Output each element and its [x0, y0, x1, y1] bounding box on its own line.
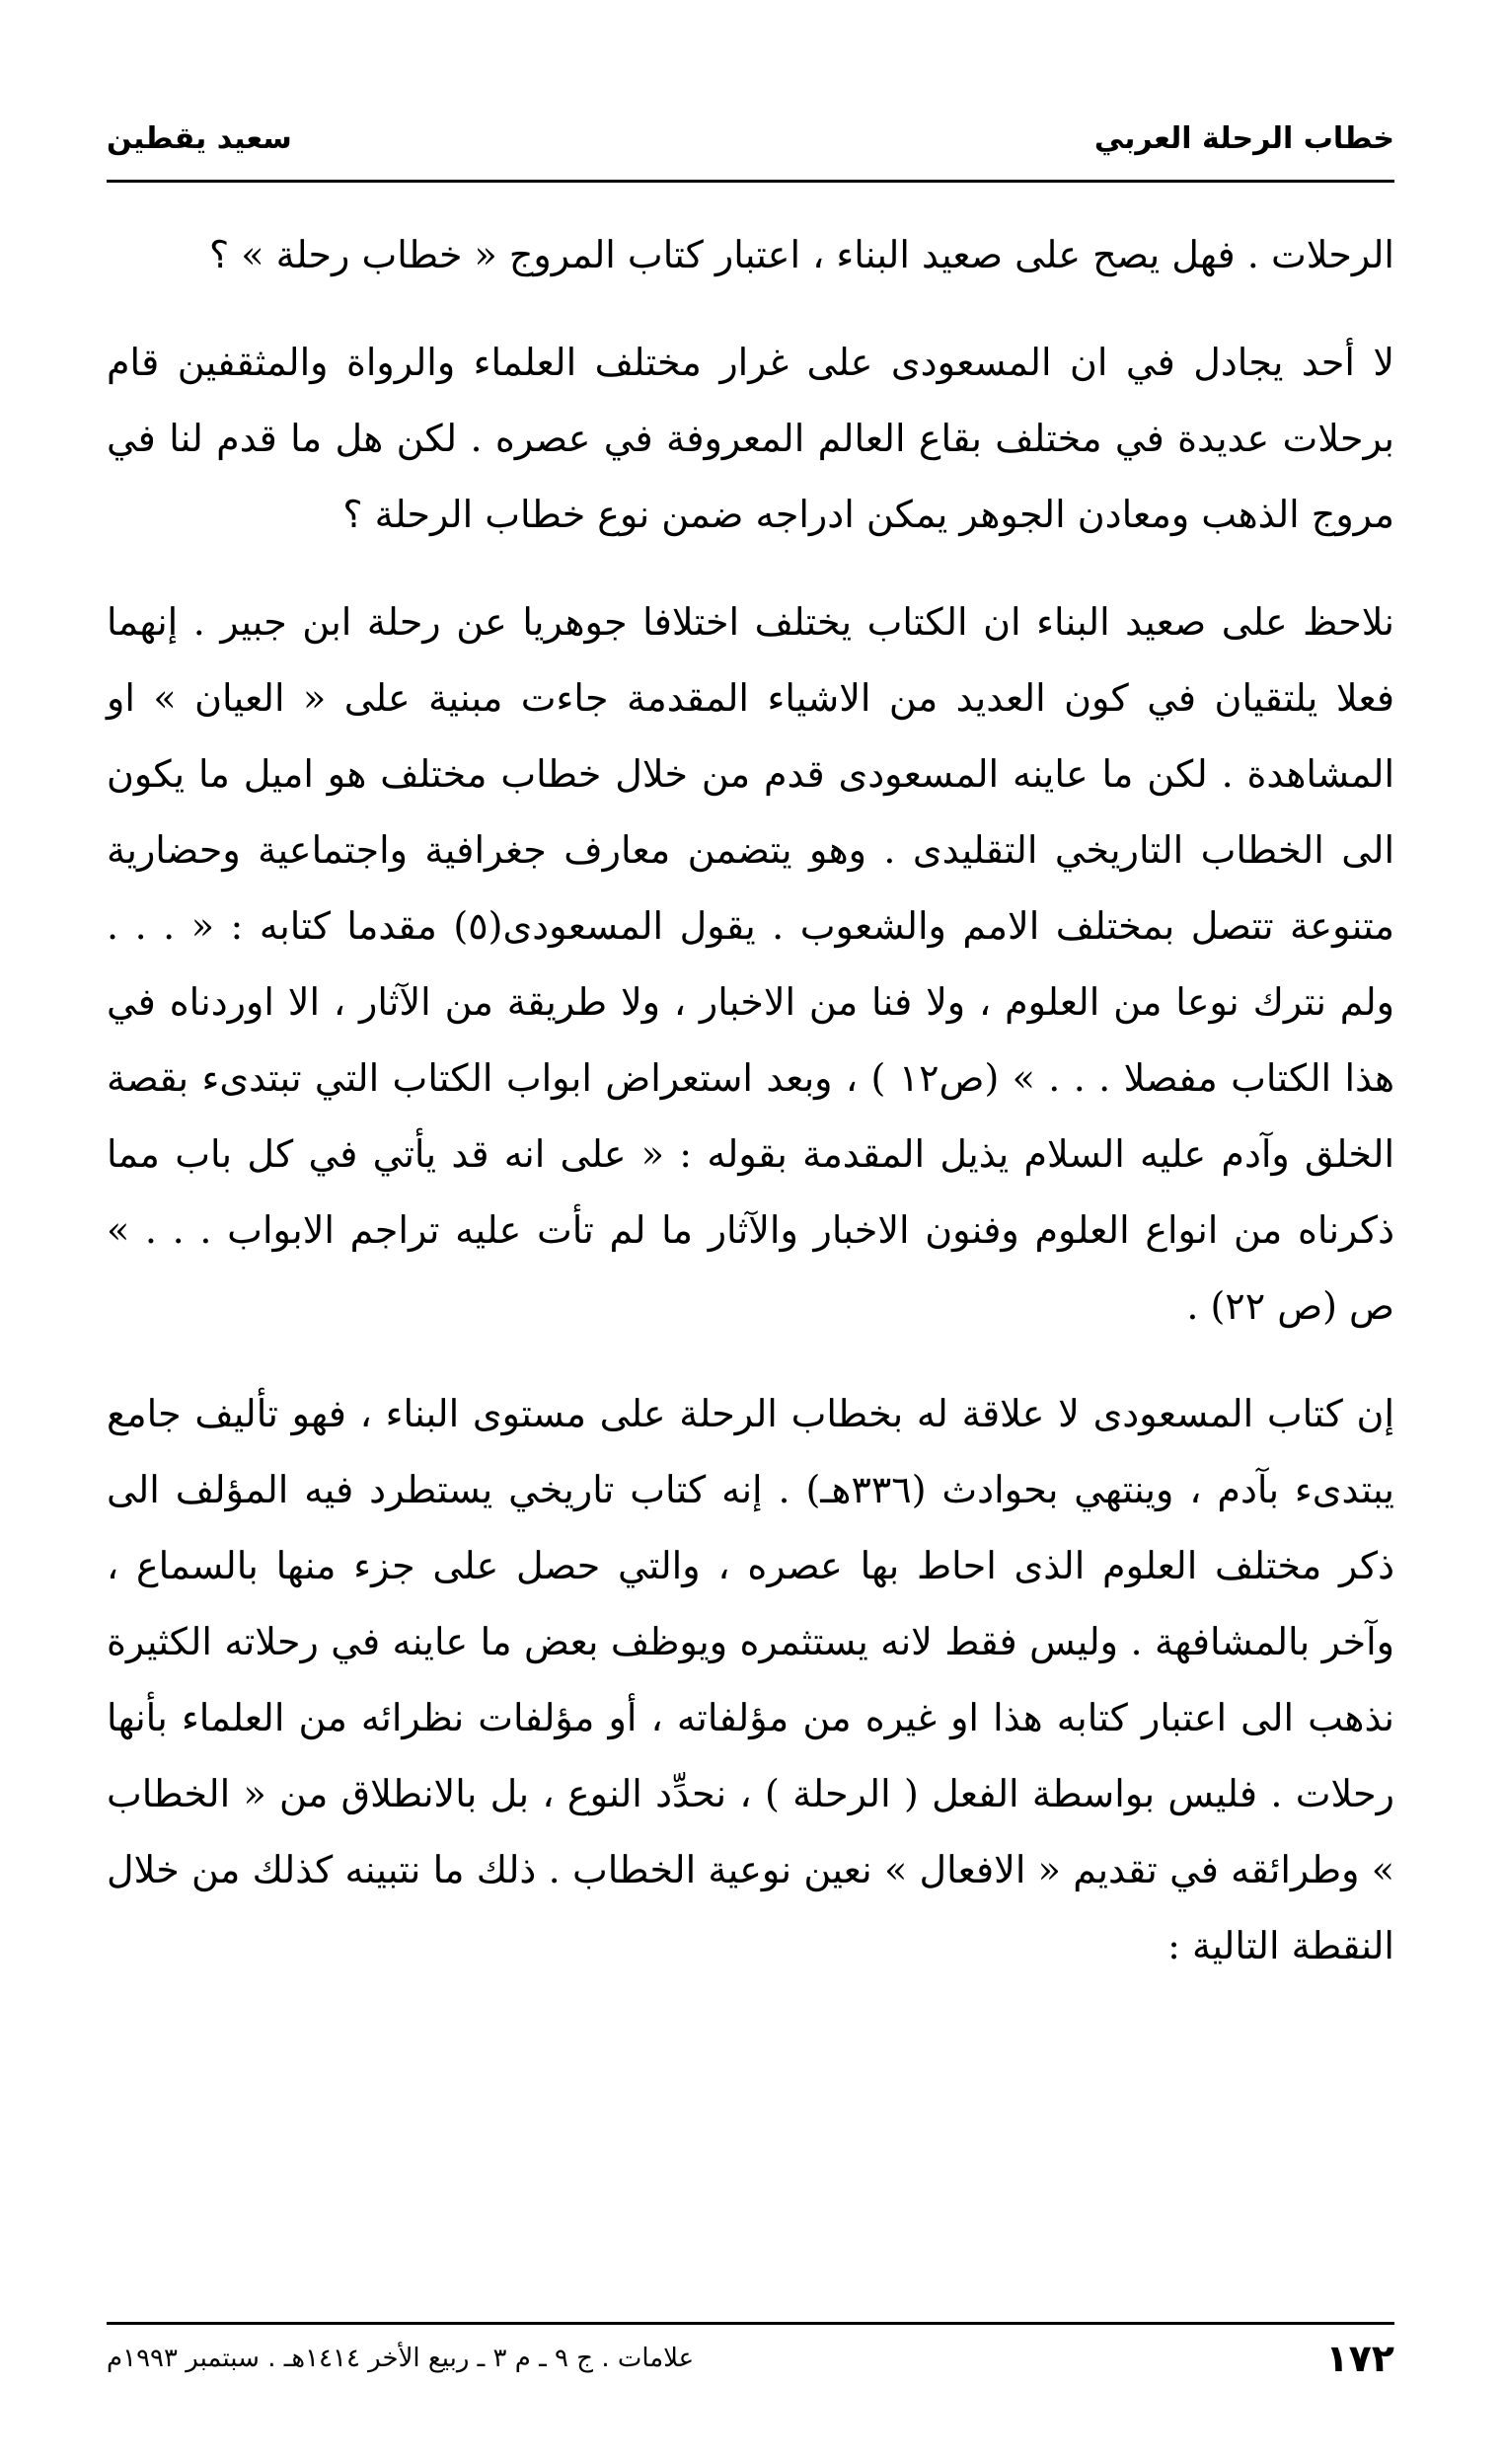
paragraph-1: الرحلات . فهل يصح على صعيد البناء ، اعتبار كتاب المروج « خطاب رحلة » ؟: [209, 233, 1394, 276]
header-title: خطاب الرحلة العربي: [1093, 120, 1394, 156]
page-number: ١٧٢: [1325, 2337, 1394, 2380]
running-header: [107, 109, 1394, 168]
body-text: [107, 217, 1394, 1984]
document-page: [107, 109, 1394, 2419]
paragraph-3: نلاحظ على صعيد البناء ان الكتاب يختلف اختلافا جوهريا عن رحلة ابن جبير . إنهما فعلا يلتقيان في كون العديد من الاشياء المقدمة جاءت مبنية على « العيان » او المشاهدة . لكن ما عاينه المسعودى قدم من خلال خطاب مختلف هو اميل ما يكون الى الخطاب التاريخي التقليدى . وهو يتضمن معارف جغرافية واجتماعية وحضارية متنوعة تتصل بمختلف الامم والشعوب . يقول المسعودى(٥) مقدما كتابه : « . . . ولم نترك نوعا من العلوم ، ولا فنا من الاخبار ، ولا طريقة من الآثار ، الا اوردناه في هذا الكتاب مفصلا . . . » (ص١٢ ) ، وبعد استعراض ابواب الكتاب التي تبتدىء بقصة الخلق وآدم عليه السلام يذيل المقدمة بقوله : « على انه قد يأتي في كل باب مما ذكرناه من انواع العلوم وفنون الاخبار والآثار ما لم تأت عليه تراجم الابواب . . . » ص (ص ٢٢) .: [107, 600, 1394, 1328]
journal-info: علامات . ج ٩ ـ م ٣ ـ ربيع الأخر ١٤١٤هـ . سبتمبر ١٩٩٣م: [107, 2344, 695, 2373]
paragraph-4: إن كتاب المسعودى لا علاقة له بخطاب الرحلة على مستوى البناء ، فهو تأليف جامع يبتدىء بآدم ، وينتهي بحوادث (٣٣٦هـ) . إنه كتاب تاريخي يستطرد فيه المؤلف الى ذكر مختلف العلوم الذى احاط بها عصره ، والتي حصل على جزء منها بالسماع ، وآخر بالمشافهة . وليس فقط لانه يستثمره ويوظف بعض ما عاينه في رحلاته الكثيرة نذهب الى اعتبار كتابه هذا او غيره من مؤلفاته ، أو مؤلفات نظرائه من العلماء بأنها رحلات . فليس بواسطة الفعل ( الرحلة ) ، نحدِّد النوع ، بل بالانطلاق من « الخطاب » وطرائقه في تقديم « الافعال » نعين نوعية الخطاب . ذلك ما نتبينه كذلك من خلال النقطة التالية :: [107, 1392, 1395, 1967]
header-author: سعيد يقطين: [107, 120, 292, 156]
paragraph-2: لا أحد يجادل في ان المسعودى على غرار مختلف العلماء والرواة والمثقفين قام برحلات عديدة في مختلف بقاع العالم المعروفة في عصره . لكن هل ما قدم لنا في مروج الذهب ومعادن الجوهر يمكن ادراجه ضمن نوع خطاب الرحلة ؟: [107, 341, 1394, 536]
header-divider: [107, 180, 1394, 183]
footer-divider: [107, 2322, 1394, 2325]
running-footer: [107, 2334, 1394, 2383]
